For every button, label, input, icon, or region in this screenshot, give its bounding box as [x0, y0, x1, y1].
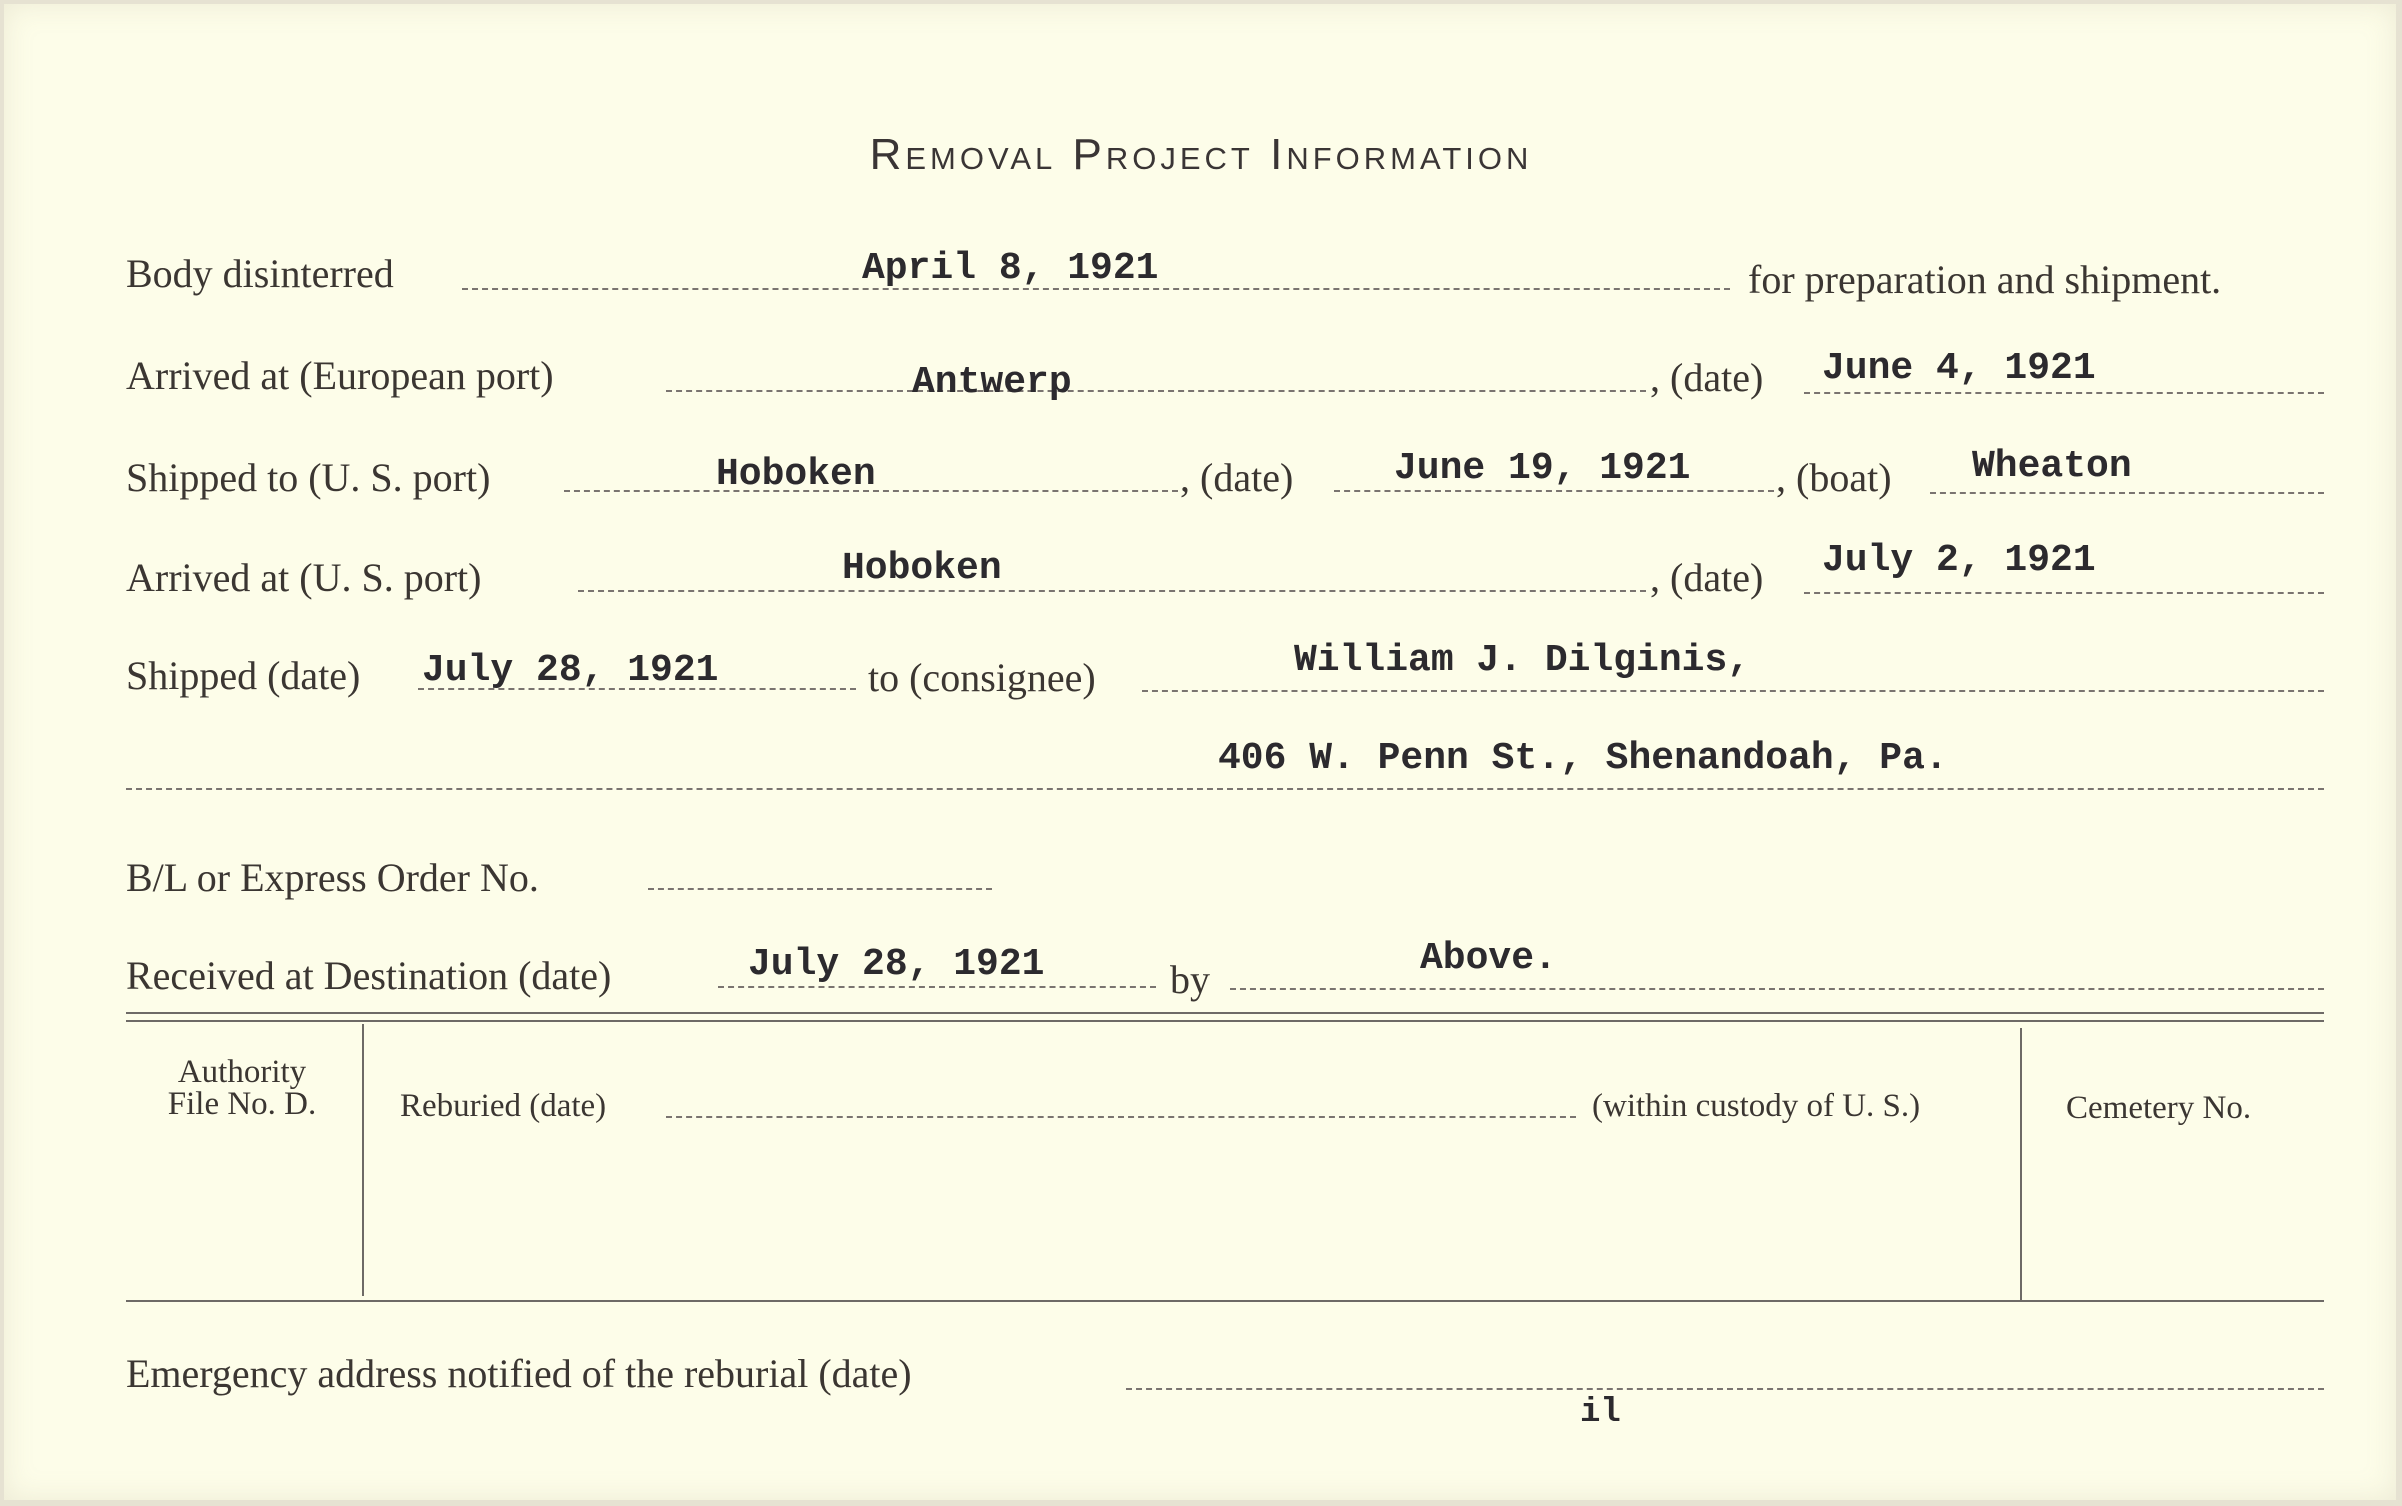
shipped-us-boat-label: , (boat) — [1776, 455, 1892, 500]
arrived-us-line — [578, 590, 1646, 592]
reburied-line — [666, 1116, 1576, 1118]
arrived-european-date: June 4, 1921 — [1822, 347, 2096, 390]
shipped-us-boat-line — [1930, 492, 2324, 494]
shipped-us-date-line — [1334, 490, 1774, 492]
arrived-us-value: Hoboken — [842, 547, 1002, 590]
emergency-mark: il — [1580, 1394, 1621, 1432]
received-label: Received at Destination (date) — [126, 953, 612, 998]
shipped-us-value: Hoboken — [716, 453, 876, 496]
table-bottom-rule — [126, 1300, 2324, 1302]
shipped-us-label: Shipped to (U. S. port) — [126, 455, 491, 500]
emergency-line — [1126, 1388, 2324, 1390]
arrived-european-value: Antwerp — [912, 361, 1072, 404]
body-disinterred-label: Body disinterred — [126, 251, 394, 296]
received-by-label: by — [1170, 957, 1210, 1002]
received-date-line — [718, 986, 1156, 988]
bl-order-line — [648, 888, 992, 890]
received-date: July 28, 1921 — [748, 943, 1045, 986]
arrived-european-label: Arrived at (European port) — [126, 353, 554, 398]
shipped-us-boat: Wheaton — [1972, 445, 2132, 488]
table-divider-right — [2020, 1028, 2022, 1300]
arrived-us-label: Arrived at (U. S. port) — [126, 555, 482, 600]
consignee-value: William J. Dilginis, — [1294, 639, 1751, 682]
emergency-label: Emergency address notified of the reburial (date) — [126, 1351, 912, 1396]
arrived-european-line — [666, 390, 1646, 392]
received-by-line — [1230, 988, 2324, 990]
shipped-date-label: Shipped (date) — [126, 653, 361, 698]
authority-label-line1: Authority — [177, 1054, 307, 1090]
arrived-us-date: July 2, 1921 — [1822, 539, 2096, 582]
double-rule-top — [126, 1012, 2324, 1014]
bl-order-label: B/L or Express Order No. — [126, 855, 539, 900]
shipped-date-value: July 28, 1921 — [422, 649, 719, 692]
reburied-label: Reburied (date) — [400, 1088, 607, 1124]
consignee-address: 406 W. Penn St., Shenandoah, Pa. — [1218, 737, 1948, 780]
address-line — [126, 788, 2324, 790]
arrived-us-date-label: , (date) — [1650, 555, 1764, 600]
shipped-us-date: June 19, 1921 — [1394, 447, 1691, 490]
table-divider-left — [362, 1024, 364, 1296]
shipped-us-date-label: , (date) — [1180, 455, 1294, 500]
preparation-suffix: for preparation and shipment. — [1748, 257, 2222, 302]
cemetery-label: Cemetery No. — [2066, 1090, 2252, 1126]
double-rule-bottom — [126, 1020, 2324, 1022]
received-by-value: Above. — [1420, 937, 1557, 980]
custody-label: (within custody of U. S.) — [1592, 1088, 1921, 1124]
authority-label-line2: File No. D. — [167, 1086, 317, 1122]
page-title: Removal Project Information — [869, 130, 1533, 179]
arrived-european-date-line — [1804, 392, 2324, 394]
consignee-label: to (consignee) — [868, 655, 1096, 700]
consignee-line — [1142, 690, 2324, 692]
arrived-european-date-label: , (date) — [1650, 355, 1764, 400]
body-disinterred-value: April 8, 1921 — [862, 247, 1159, 290]
arrived-us-date-line — [1804, 592, 2324, 594]
